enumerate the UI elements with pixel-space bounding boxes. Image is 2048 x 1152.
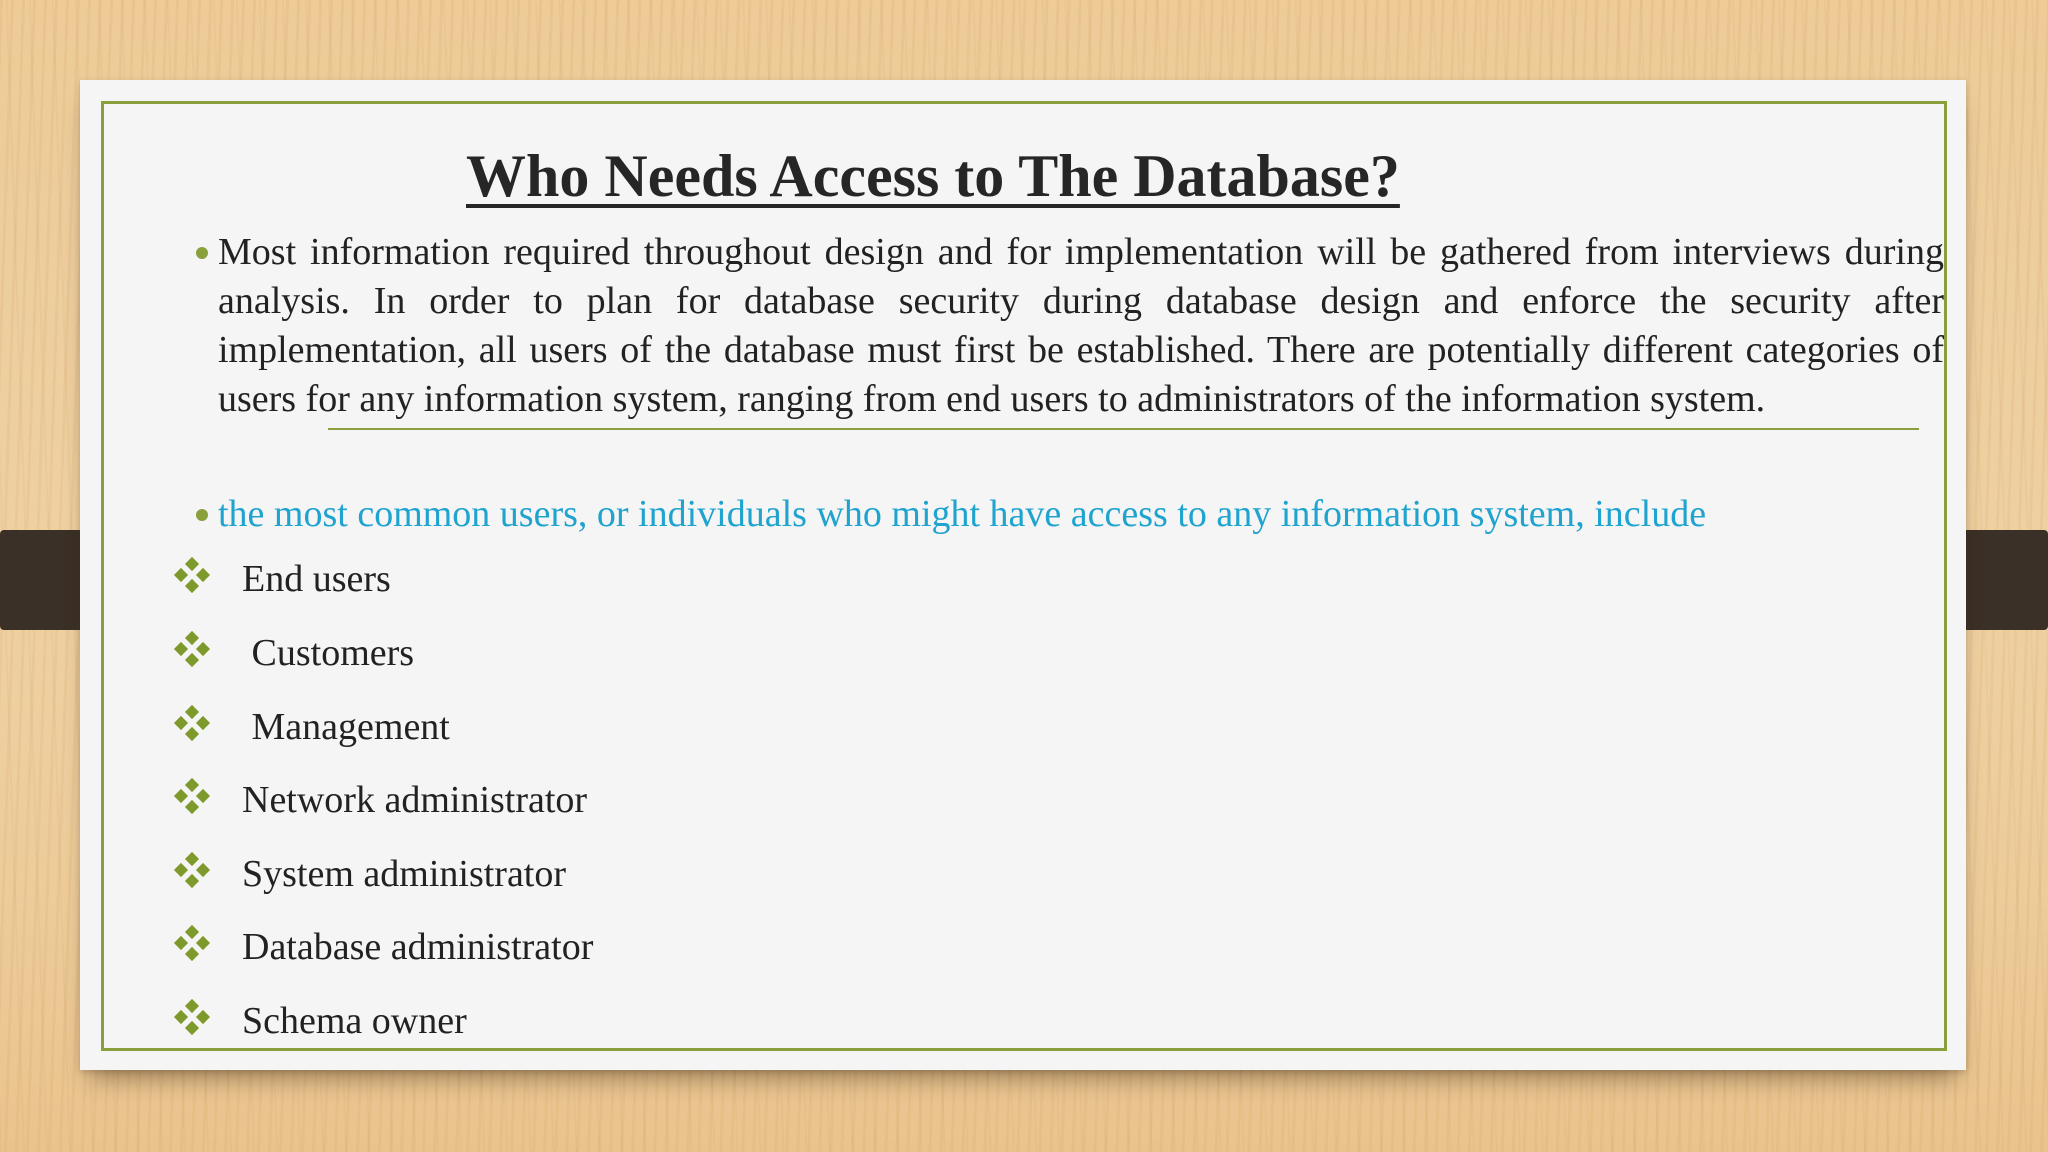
bullet-dot-icon bbox=[196, 247, 208, 259]
intro-paragraph: Most information required throughout design and for implementation will be gathered from interviews during analysis. In order to plan for database security during database design and enforce the security after implementation, all users of the database must first be established. There are potentially different categories of users for any information system, ranging from end users to administrators of the information system. bbox=[218, 231, 1944, 420]
diamond-bullet-icon bbox=[176, 1001, 208, 1033]
list-item-label: Schema owner bbox=[242, 1000, 467, 1042]
diamond-bullet-icon bbox=[176, 559, 208, 591]
slide-title: Who Needs Access to The Database? bbox=[466, 143, 1400, 209]
list-item-label: Database administrator bbox=[242, 926, 594, 968]
list-item bbox=[176, 555, 391, 605]
slide-frame bbox=[101, 101, 1947, 1051]
diamond-bullet-icon bbox=[176, 927, 208, 959]
list-item bbox=[176, 703, 450, 753]
users-subheading: the most common users, or individuals who might have access to any information system, include bbox=[218, 493, 1707, 535]
diamond-bullet-icon bbox=[176, 707, 208, 739]
list-item bbox=[176, 776, 587, 826]
list-item-label: End users bbox=[242, 558, 391, 600]
underline-rule bbox=[328, 428, 1919, 430]
list-item bbox=[176, 923, 593, 973]
slide-card bbox=[80, 80, 1966, 1070]
diamond-bullet-icon bbox=[176, 780, 208, 812]
list-item bbox=[176, 997, 467, 1047]
list-item-label: Management bbox=[242, 706, 450, 748]
list-item-label: Network administrator bbox=[242, 779, 588, 821]
list-item-label: System administrator bbox=[242, 853, 567, 895]
list-item bbox=[176, 629, 414, 679]
list-item bbox=[176, 850, 566, 900]
bullet-dot-icon bbox=[196, 509, 208, 521]
diamond-bullet-icon bbox=[176, 633, 208, 665]
diamond-bullet-icon bbox=[176, 854, 208, 886]
list-item-label: Customers bbox=[242, 632, 415, 674]
